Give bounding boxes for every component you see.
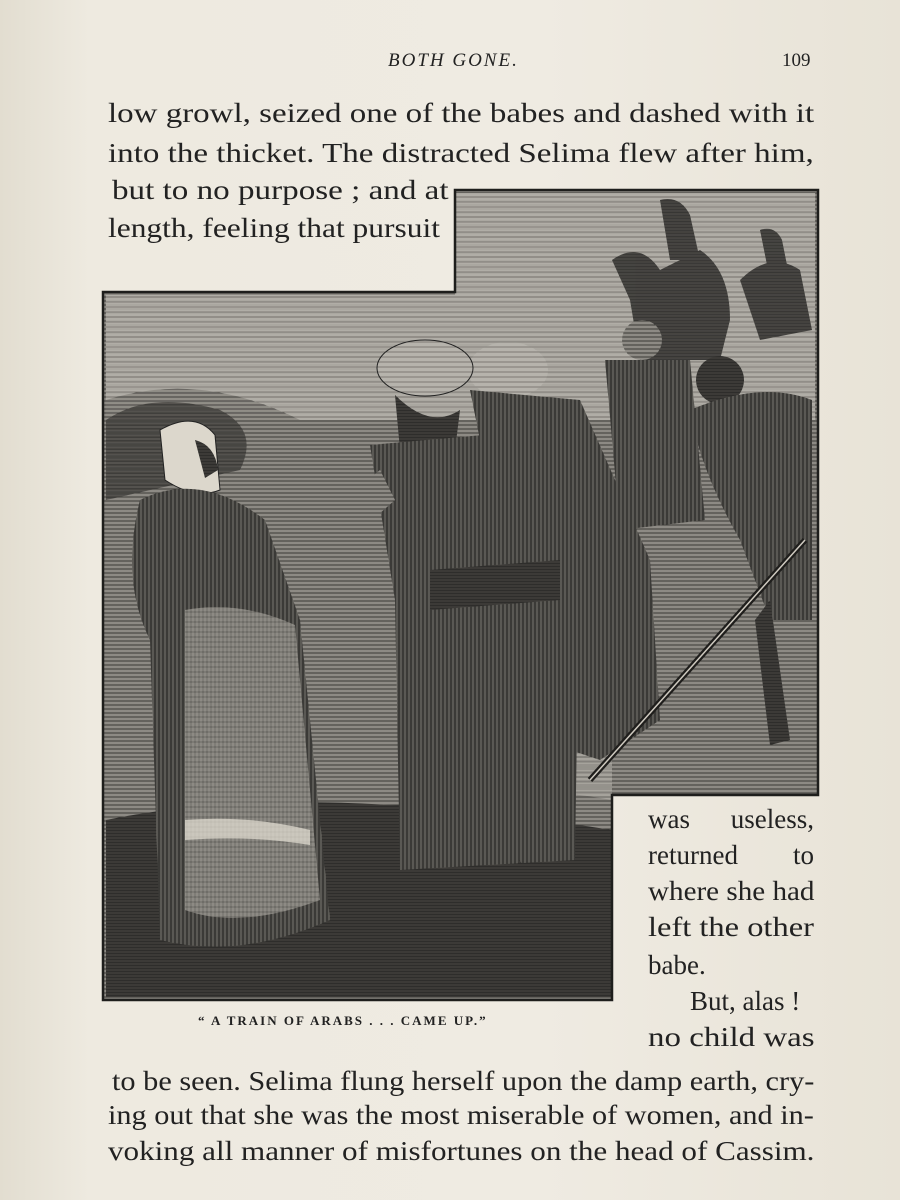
text-line-right-6: But, alas !	[690, 986, 801, 1016]
text-line-right-2: returned to	[648, 840, 814, 870]
text-line-bottom-1: to be seen. Selima flung herself upon the damp earth, cry-	[112, 1066, 815, 1096]
text-line-bottom-2: ing out that she was the most miserable of women, and in-	[108, 1100, 814, 1130]
text-line-right-3: where she had	[648, 876, 815, 906]
illustration-caption: “ A TRAIN OF ARABS . . . CAME UP.”	[198, 1013, 488, 1028]
text-line-1: low growl, seized one of the babes and dashed with it	[108, 98, 815, 128]
text-line-3: but to no purpose ; and at	[112, 175, 449, 205]
text-line-right-1: was useless,	[648, 804, 814, 834]
page-number: 109	[782, 50, 811, 71]
text-line-right-7: no child was	[648, 1022, 815, 1052]
text-line-right-4: left the other	[648, 912, 814, 942]
running-head: BOTH GONE.	[388, 50, 519, 71]
text-line-4: length, feeling that pursuit	[108, 213, 440, 243]
text-line-right-5: babe.	[648, 950, 706, 980]
text-line-2: into the thicket. The distracted Selima flew after him,	[108, 138, 814, 168]
text-line-bottom-3: voking all manner of misfortunes on the head of Cassim.	[108, 1136, 815, 1166]
